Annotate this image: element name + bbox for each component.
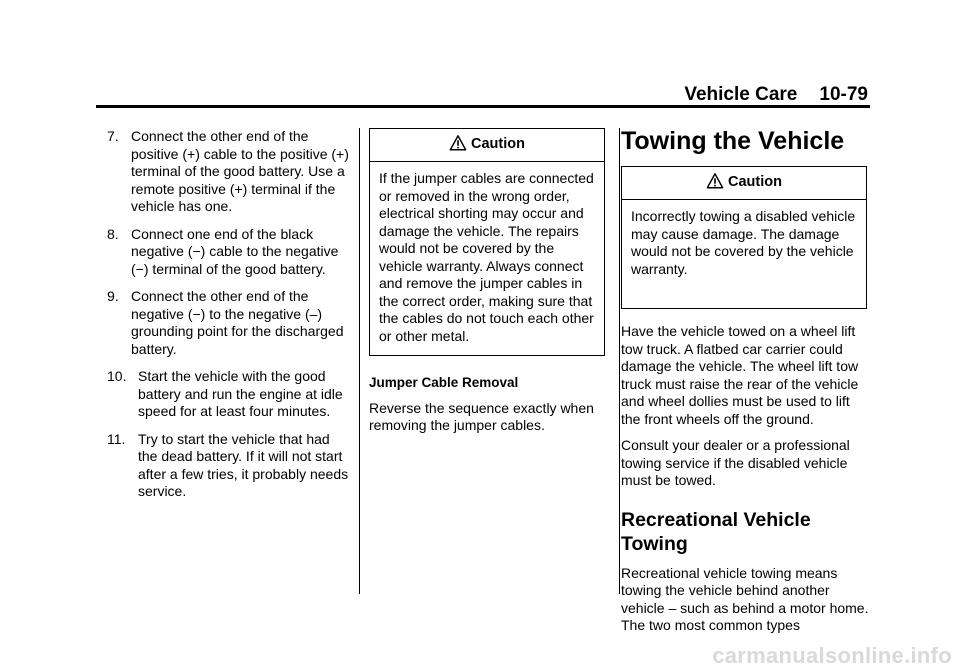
header-rule bbox=[96, 105, 870, 108]
list-item bbox=[107, 368, 351, 421]
column-towing bbox=[621, 128, 871, 635]
step-text: Try to start the vehicle that had the dead battery. If it will not start after a few tries, it probably needs service. bbox=[138, 430, 349, 499]
column-jumper-cables bbox=[369, 128, 609, 435]
column-steps bbox=[107, 128, 351, 511]
step-number: 11. bbox=[107, 430, 126, 447]
page-number: 10-79 bbox=[819, 84, 868, 105]
caution-header bbox=[622, 167, 866, 200]
step-text: Connect the other end of the negative (−) to the negative (–) grounding point for the discharged battery. bbox=[131, 288, 344, 357]
step-text: Connect one end of the black negative (−) cable to the negative (−) terminal of the good battery. bbox=[131, 225, 339, 277]
section-title: Vehicle Care bbox=[684, 84, 798, 105]
list-item bbox=[107, 288, 351, 358]
paragraph: Have the vehicle towed on a wheel lift tow truck. A flatbed car carrier could damage the vehicle. The wheel lift tow truck must raise the rear of the vehicle and wheel dollies must be used to lift the front wheels off the ground. bbox=[621, 323, 859, 427]
watermark: carmanualsonline.info bbox=[712, 643, 952, 668]
heading-towing-the-vehicle: Towing the Vehicle bbox=[621, 127, 845, 155]
caution-body: Incorrectly towing a disabled vehicle may cause damage. The damage would not be covered by the vehicle warranty. bbox=[631, 208, 856, 277]
column-divider-right bbox=[619, 128, 620, 594]
caution-triangle-icon bbox=[706, 172, 724, 190]
step-number: 10. bbox=[107, 368, 127, 384]
step-text: Connect the other end of the positive (+) cable to the positive (+) terminal of the good battery. Use a remote positive (+) terminal if the vehicle has one. bbox=[131, 128, 349, 214]
list-item bbox=[107, 431, 351, 501]
paragraph: Recreational vehicle towing means towing the vehicle behind another vehicle – such as behind a motor home. The two most common types bbox=[621, 564, 869, 633]
subheading-jumper-cable-removal: Jumper Cable Removal bbox=[369, 375, 519, 390]
step-text: Start the vehicle with the good battery and run the engine at idle speed for at least four minutes. bbox=[138, 368, 343, 419]
column-divider-left bbox=[359, 128, 360, 594]
caution-triangle-icon bbox=[449, 134, 467, 152]
list-item bbox=[107, 128, 351, 216]
list-item bbox=[107, 226, 351, 279]
caution-box bbox=[621, 166, 867, 309]
caution-box bbox=[369, 128, 605, 356]
step-number: 7. bbox=[107, 128, 119, 144]
page-header bbox=[96, 84, 870, 104]
steps-list bbox=[107, 128, 351, 501]
caution-header bbox=[370, 129, 604, 162]
paragraph: Consult your dealer or a professional towing service if the disabled vehicle must be towed. bbox=[621, 437, 850, 488]
caution-title: Caution bbox=[471, 136, 525, 153]
header-text bbox=[684, 84, 868, 106]
step-number: 9. bbox=[107, 288, 119, 304]
heading-recreational-vehicle-towing: Recreational Vehicle Towing bbox=[621, 508, 811, 555]
caution-body: If the jumper cables are connected or removed in the wrong order, electrical shorting may occur and damage the vehicle. The repairs would not be covered by the vehicle warranty. Always connect and remove the jumper cables in the correct order, making sure that the cables do not touch each other or other metal. bbox=[379, 170, 594, 344]
caution-title: Caution bbox=[728, 174, 782, 191]
step-number: 8. bbox=[107, 225, 119, 242]
paragraph: Reverse the sequence exactly when removing the jumper cables. bbox=[369, 399, 594, 433]
